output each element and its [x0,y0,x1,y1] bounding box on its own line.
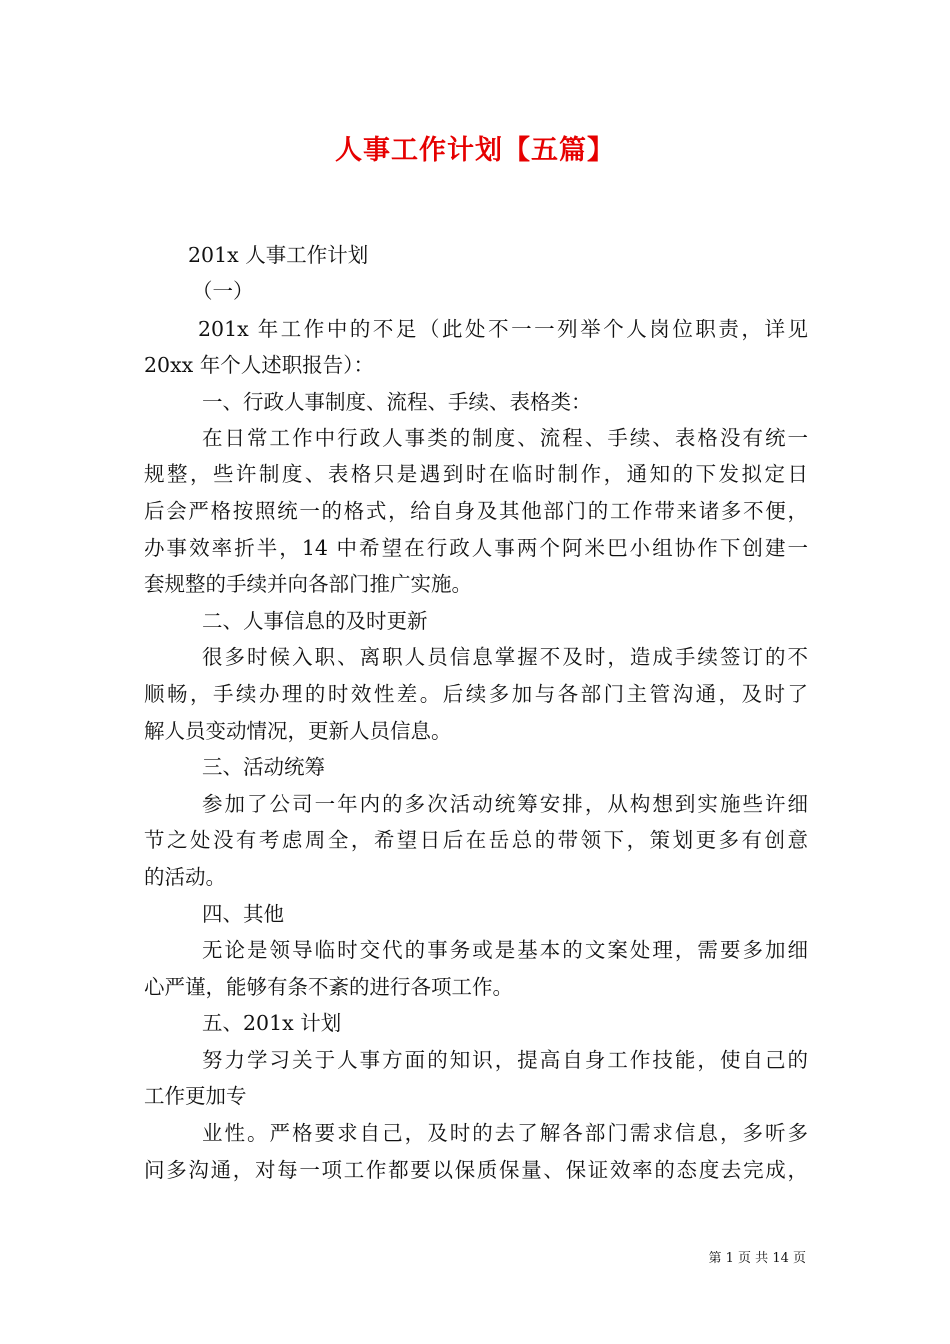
paragraph-line: 参加了公司一年内的多次活动统筹安排，从构想到实施些许细 [202,792,808,816]
page-number: 第 1 页 共 14 页 [708,1251,806,1266]
paragraph-line: 解人员变动情况，更新人员信息。 [144,719,452,743]
section-heading: 二、人事信息的及时更新 [202,609,428,633]
paragraph-line: 努力学习关于人事方面的知识，提高自身工作技能，使自己的 [202,1048,808,1072]
section-heading: 201x 人事工作计划 [188,243,369,267]
paragraph-line: 节之处没有考虑周全，希望日后在岳总的带领下，策划更多有创意 [144,828,808,852]
paragraph-line: 办事效率折半，14 中希望在行政人事两个阿米巴小组协作下创建一 [144,536,808,560]
sub-heading: （一） [192,279,254,303]
section-heading: 三、活动统筹 [202,755,325,779]
paragraph-line: 后会严格按照统一的格式，给自身及其他部门的工作带来诸多不便， [144,499,808,523]
section-heading: 一、行政人事制度、流程、手续、表格类： [202,390,592,414]
paragraph-line: 20xx 年个人述职报告）： [144,353,374,377]
paragraph-line: 心严谨，能够有条不紊的进行各项工作。 [144,975,513,999]
section-heading: 四、其他 [202,902,284,926]
paragraph-line: 201x 年工作中的不足（此处不一一列举个人岗位职责，详见 [198,317,808,341]
paragraph-line: 问多沟通，对每一项工作都要以保质保量、保证效率的态度去完成， [144,1158,808,1182]
paragraph-line: 很多时候入职、离职人员信息掌握不及时，造成手续签订的不 [202,645,808,669]
section-heading: 五、201x 计划 [202,1011,342,1035]
paragraph-line: 无论是领导临时交代的事务或是基本的文案处理，需要多加细 [202,938,808,962]
paragraph-line: 顺畅，手续办理的时效性差。后续多加与各部门主管沟通，及时了 [144,682,808,706]
paragraph-line: 在日常工作中行政人事类的制度、流程、手续、表格没有统一 [202,426,808,450]
paragraph-line: 的活动。 [144,865,226,889]
paragraph-line: 业性。严格要求自己，及时的去了解各部门需求信息，多听多 [202,1121,808,1145]
document-title: 人事工作计划【五篇】 [335,135,615,166]
paragraph-line: 套规整的手续并向各部门推广实施。 [144,572,472,596]
paragraph-line: 规整，些许制度、表格只是遇到时在临时制作，通知的下发拟定日 [144,462,808,486]
paragraph-line: 工作更加专 [144,1084,247,1108]
